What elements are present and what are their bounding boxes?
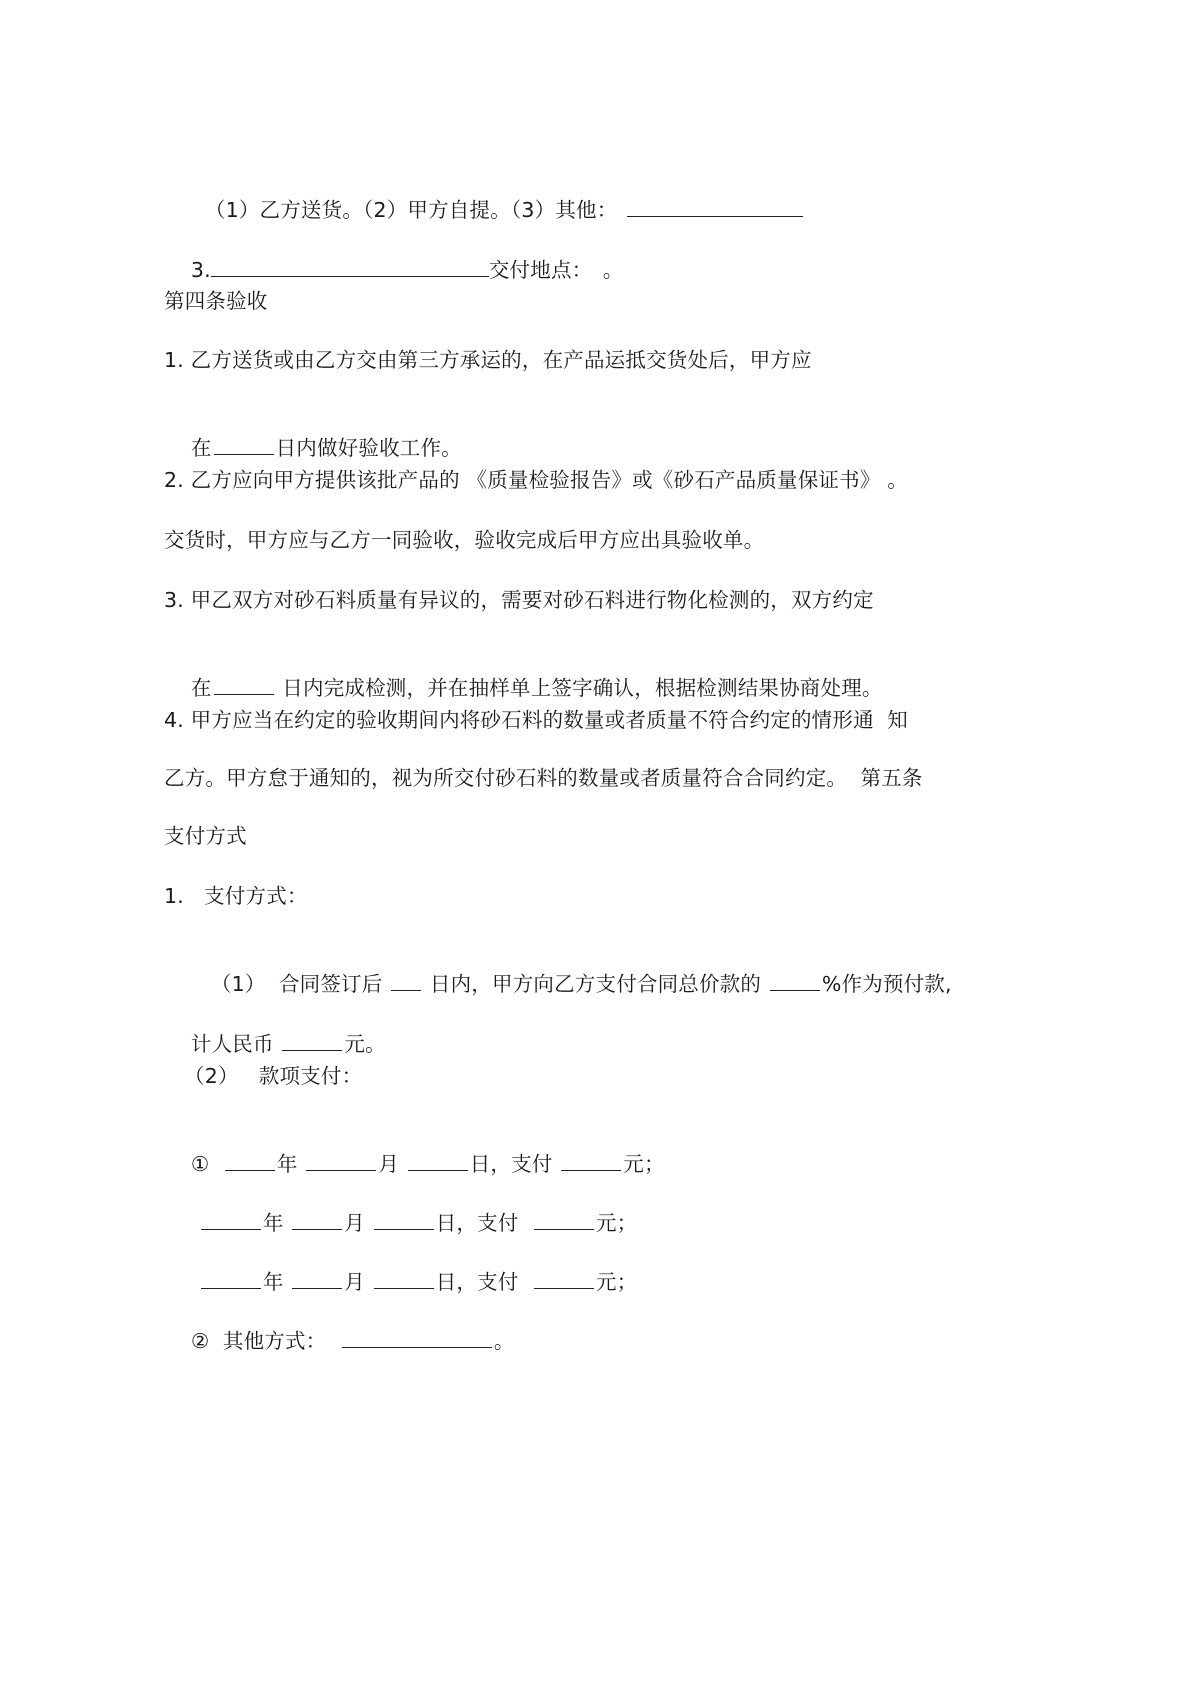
delivery-place-label: 交付地点： 。 [488, 258, 624, 282]
art4-item4-line-a: 4. 甲方应当在约定的验收期间内将砂石料的数量或者质量不符合约定的情形通 知 [164, 708, 908, 732]
text-segment: 元。 [344, 1032, 386, 1056]
art4-item3-line-a: 3. 甲乙双方对砂石料质量有异议的，需要对砂石料进行物化检测的，双方约定 [164, 588, 874, 612]
text-segment: 计人民币 [190, 1032, 281, 1056]
text-segment: ① [190, 1152, 223, 1176]
payment-month-blank[interactable] [306, 1150, 376, 1171]
text-segment: 元； [623, 1152, 665, 1176]
text-segment: %作为预付款, [821, 972, 952, 996]
text-segment: 日内完成检测，并在抽样单上签字确认，根据检测结果协商处理。 [275, 676, 883, 700]
delivery-options-text: （1）乙方送货。（2）甲方自提。（3）其他： [204, 198, 618, 222]
art4-item1-line-a: 1. 乙方送货或由乙方交由第三方承运的，在产品运抵交货处后，甲方应 [164, 348, 812, 372]
payment-year-blank[interactable] [201, 1209, 261, 1230]
art5-sub2-line: （2） 款项支付： [184, 1064, 363, 1088]
prepayment-days-blank[interactable] [391, 970, 421, 991]
art5-item1-line: 1. 支付方式： [164, 884, 308, 908]
payment-day-blank[interactable] [374, 1209, 434, 1230]
article-4-heading: 第四条验收 [164, 289, 268, 313]
art4-item2-line-a: 2. 乙方应向甲方提供该批产品的 《质量检验报告》或《砂石产品质量保证书》 。 [164, 468, 908, 492]
payment-amount-blank[interactable] [534, 1209, 594, 1230]
art4-item2-line-b: 交货时，甲方应与乙方一同验收，验收完成后甲方应出具验收单。 [164, 528, 765, 552]
payment-year-blank[interactable] [201, 1268, 261, 1289]
delivery-blank[interactable] [211, 256, 489, 277]
text-segment: 在 [190, 436, 212, 460]
text-segment: （1） 合同签订后 [210, 972, 390, 996]
text-segment: 日，支付 [469, 1152, 560, 1176]
payment-year-blank[interactable] [225, 1150, 275, 1171]
other-payment-method-line [164, 1299, 515, 1383]
testing-days-blank[interactable] [214, 674, 274, 695]
prepayment-percent-blank[interactable] [770, 970, 820, 991]
text-segment: 月 [344, 1270, 372, 1294]
other-payment-blank[interactable] [342, 1327, 492, 1348]
article-5-heading: 支付方式 [164, 824, 247, 848]
text-segment: 年 [276, 1152, 305, 1176]
text-segment: 日，支付 [435, 1270, 532, 1294]
inspection-days-blank[interactable] [214, 434, 274, 455]
text-segment: 日内做好验收工作。 [275, 436, 462, 460]
text-segment: 。 [493, 1329, 515, 1353]
text-segment: 日内，甲方向乙方支付合同总价款的 [423, 972, 768, 996]
text-segment: 日，支付 [435, 1211, 532, 1235]
other-delivery-blank[interactable] [627, 196, 803, 217]
payment-amount-blank[interactable] [534, 1268, 594, 1289]
text-segment: 元； [595, 1211, 638, 1235]
payment-month-blank[interactable] [292, 1268, 342, 1289]
text-segment: 年 [262, 1270, 291, 1294]
item-number: 3. [190, 258, 211, 282]
payment-month-blank[interactable] [292, 1209, 342, 1230]
payment-amount-blank[interactable] [561, 1150, 621, 1171]
art4-item4-line-b: 乙方。甲方怠于通知的，视为所交付砂石料的数量或者质量符合合同约定。 第五条 [164, 766, 923, 790]
text-segment: 年 [262, 1211, 291, 1235]
payment-day-blank[interactable] [374, 1268, 434, 1289]
text-segment: 在 [190, 676, 212, 700]
text-segment: 元； [595, 1270, 638, 1294]
text-segment: ② 其他方式： [190, 1329, 340, 1353]
text-segment: 月 [378, 1152, 406, 1176]
payment-day-blank[interactable] [408, 1150, 468, 1171]
prepayment-amount-blank[interactable] [282, 1030, 342, 1051]
text-segment: 月 [344, 1211, 372, 1235]
